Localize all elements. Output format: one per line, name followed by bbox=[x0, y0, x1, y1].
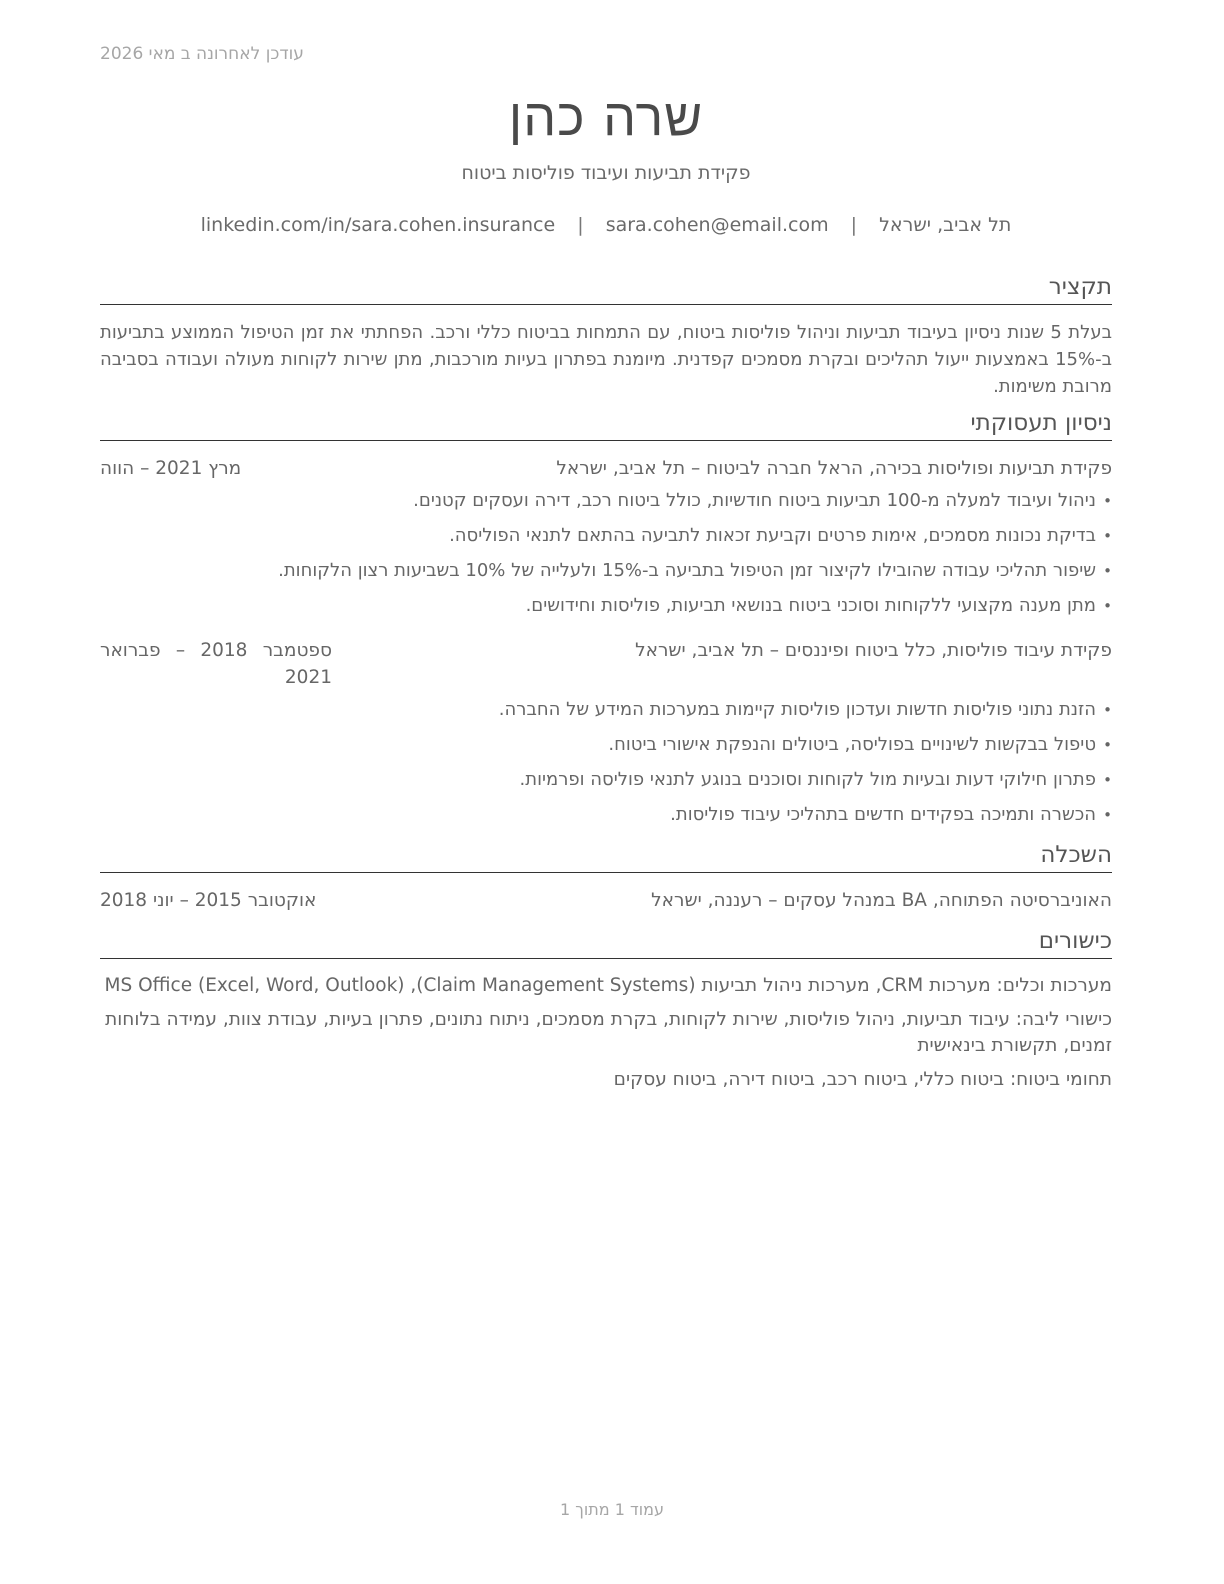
job-header bbox=[100, 455, 1112, 482]
summary-text: בעלת 5 שנות ניסיון בעיבוד תביעות וניהול פוליסות ביטוח, עם התמחות בביטוח כללי ורכב. הפחתתי את זמן הטיפול הממוצע בתביעות ב-15% באמצעות ייעול תהליכים ובקרת מסמכים קפדנית. מיומנת בפתרון בעיות מורכבות, מתן שירות לקוחות מעולה ועבודה בסביבה מרובת משימות. bbox=[100, 322, 1112, 397]
job-role: פקידת עיבוד פוליסות, כלל ביטוח ופיננסים – תל אביב, ישראל bbox=[635, 640, 1112, 661]
skills-domains: תחומי ביטוח: ביטוח כללי, ביטוח רכב, ביטוח דירה, ביטוח עסקים bbox=[613, 1069, 1112, 1090]
summary-section bbox=[100, 272, 1112, 400]
skills-tools: מערכות וכלים: מערכות CRM, מערכות ניהול תביעות (Claim Management Systems), MS Office (Excel, Word, Outlook) bbox=[104, 975, 1112, 996]
job-bullets bbox=[100, 488, 1112, 619]
list-item: • בדיקת נכונות מסמכים, אימות פרטים וקביעת זכאות לתביעה בהתאם לתנאי הפוליסה. bbox=[100, 523, 1096, 549]
candidate-name: שרה כהן bbox=[508, 88, 704, 148]
job-dates: ספטמבר 2018 – פברואר 2021 bbox=[100, 640, 332, 688]
experience-heading: ניסיון תעסוקתי bbox=[100, 408, 1112, 441]
contact-line bbox=[100, 214, 1112, 236]
job-title: פקידת תביעות ועיבוד פוליסות ביטוח bbox=[461, 162, 751, 184]
list-item: • שיפור תהליכי עבודה שהובילו לקיצור זמן הטיפול בתביעה ב-15% ולעלייה של 10% בשביעות רצון הלקוחות. bbox=[100, 558, 1096, 584]
location-text: תל אביב, ישראל bbox=[879, 214, 1012, 236]
education-section bbox=[100, 840, 1112, 914]
job-entry bbox=[100, 637, 1112, 828]
education-entry bbox=[100, 887, 1112, 914]
last-updated-note: עודכן לאחרונה ב מאי 2026 bbox=[100, 44, 304, 64]
education-school: האוניברסיטה הפתוחה, BA במנהל עסקים – רעננה, ישראל bbox=[651, 890, 1112, 911]
experience-section bbox=[100, 408, 1112, 828]
contact-separator: | bbox=[850, 214, 858, 236]
list-item: • ניהול ועיבוד למעלה מ-100 תביעות ביטוח חודשיות, כולל ביטוח רכב, דירה ועסקים קטנים. bbox=[100, 488, 1096, 514]
list-item: • טיפול בבקשות לשינויים בפוליסה, ביטולים והנפקת אישורי ביטוח. bbox=[100, 732, 1096, 758]
job-bullets bbox=[100, 697, 1112, 828]
resume-body bbox=[100, 272, 1112, 1093]
summary-heading: תקציר bbox=[100, 272, 1112, 305]
linkedin-link[interactable]: linkedin.com/in/sara.cohen.insurance bbox=[200, 214, 556, 236]
list-item: • פתרון חילוקי דעות ובעיות מול לקוחות וסוכנים בנוגע לתנאי פוליסה ופרמיות. bbox=[100, 767, 1096, 793]
list-item: • הכשרה ותמיכה בפקידים חדשים בתהליכי עיבוד פוליסות. bbox=[100, 802, 1096, 828]
education-heading: השכלה bbox=[100, 840, 1112, 873]
skills-core: כישורי ליבה: עיבוד תביעות, ניהול פוליסות, שירות לקוחות, בקרת מסמכים, ניתוח נתונים, פתרון בעיות, עבודת צוות, עמידה בלוחות זמנים, תקשורת בינאישית bbox=[105, 1009, 1112, 1056]
list-item: • הזנת נתוני פוליסות חדשות ועדכון פוליסות קיימות במערכות המידע של החברה. bbox=[100, 697, 1096, 723]
contact-separator: | bbox=[577, 214, 584, 236]
skills-heading: כישורים bbox=[100, 926, 1112, 959]
skills-section bbox=[100, 926, 1112, 1093]
job-header bbox=[100, 637, 1112, 691]
job-dates: מרץ 2021 – הווה bbox=[100, 458, 242, 479]
job-entry bbox=[100, 455, 1112, 619]
email-link[interactable]: sara.cohen@email.com bbox=[605, 214, 829, 236]
page-number: עמוד 1 מתוך 1 bbox=[560, 1500, 664, 1519]
job-role: פקידת תביעות ופוליסות בכירה, הראל חברה לביטוח – תל אביב, ישראל bbox=[556, 458, 1112, 479]
resume-header bbox=[100, 86, 1112, 236]
education-dates: אוקטובר 2015 – יוני 2018 bbox=[100, 890, 317, 911]
list-item: • מתן מענה מקצועי ללקוחות וסוכני ביטוח בנושאי תביעות, פוליסות וחידושים. bbox=[100, 593, 1096, 619]
